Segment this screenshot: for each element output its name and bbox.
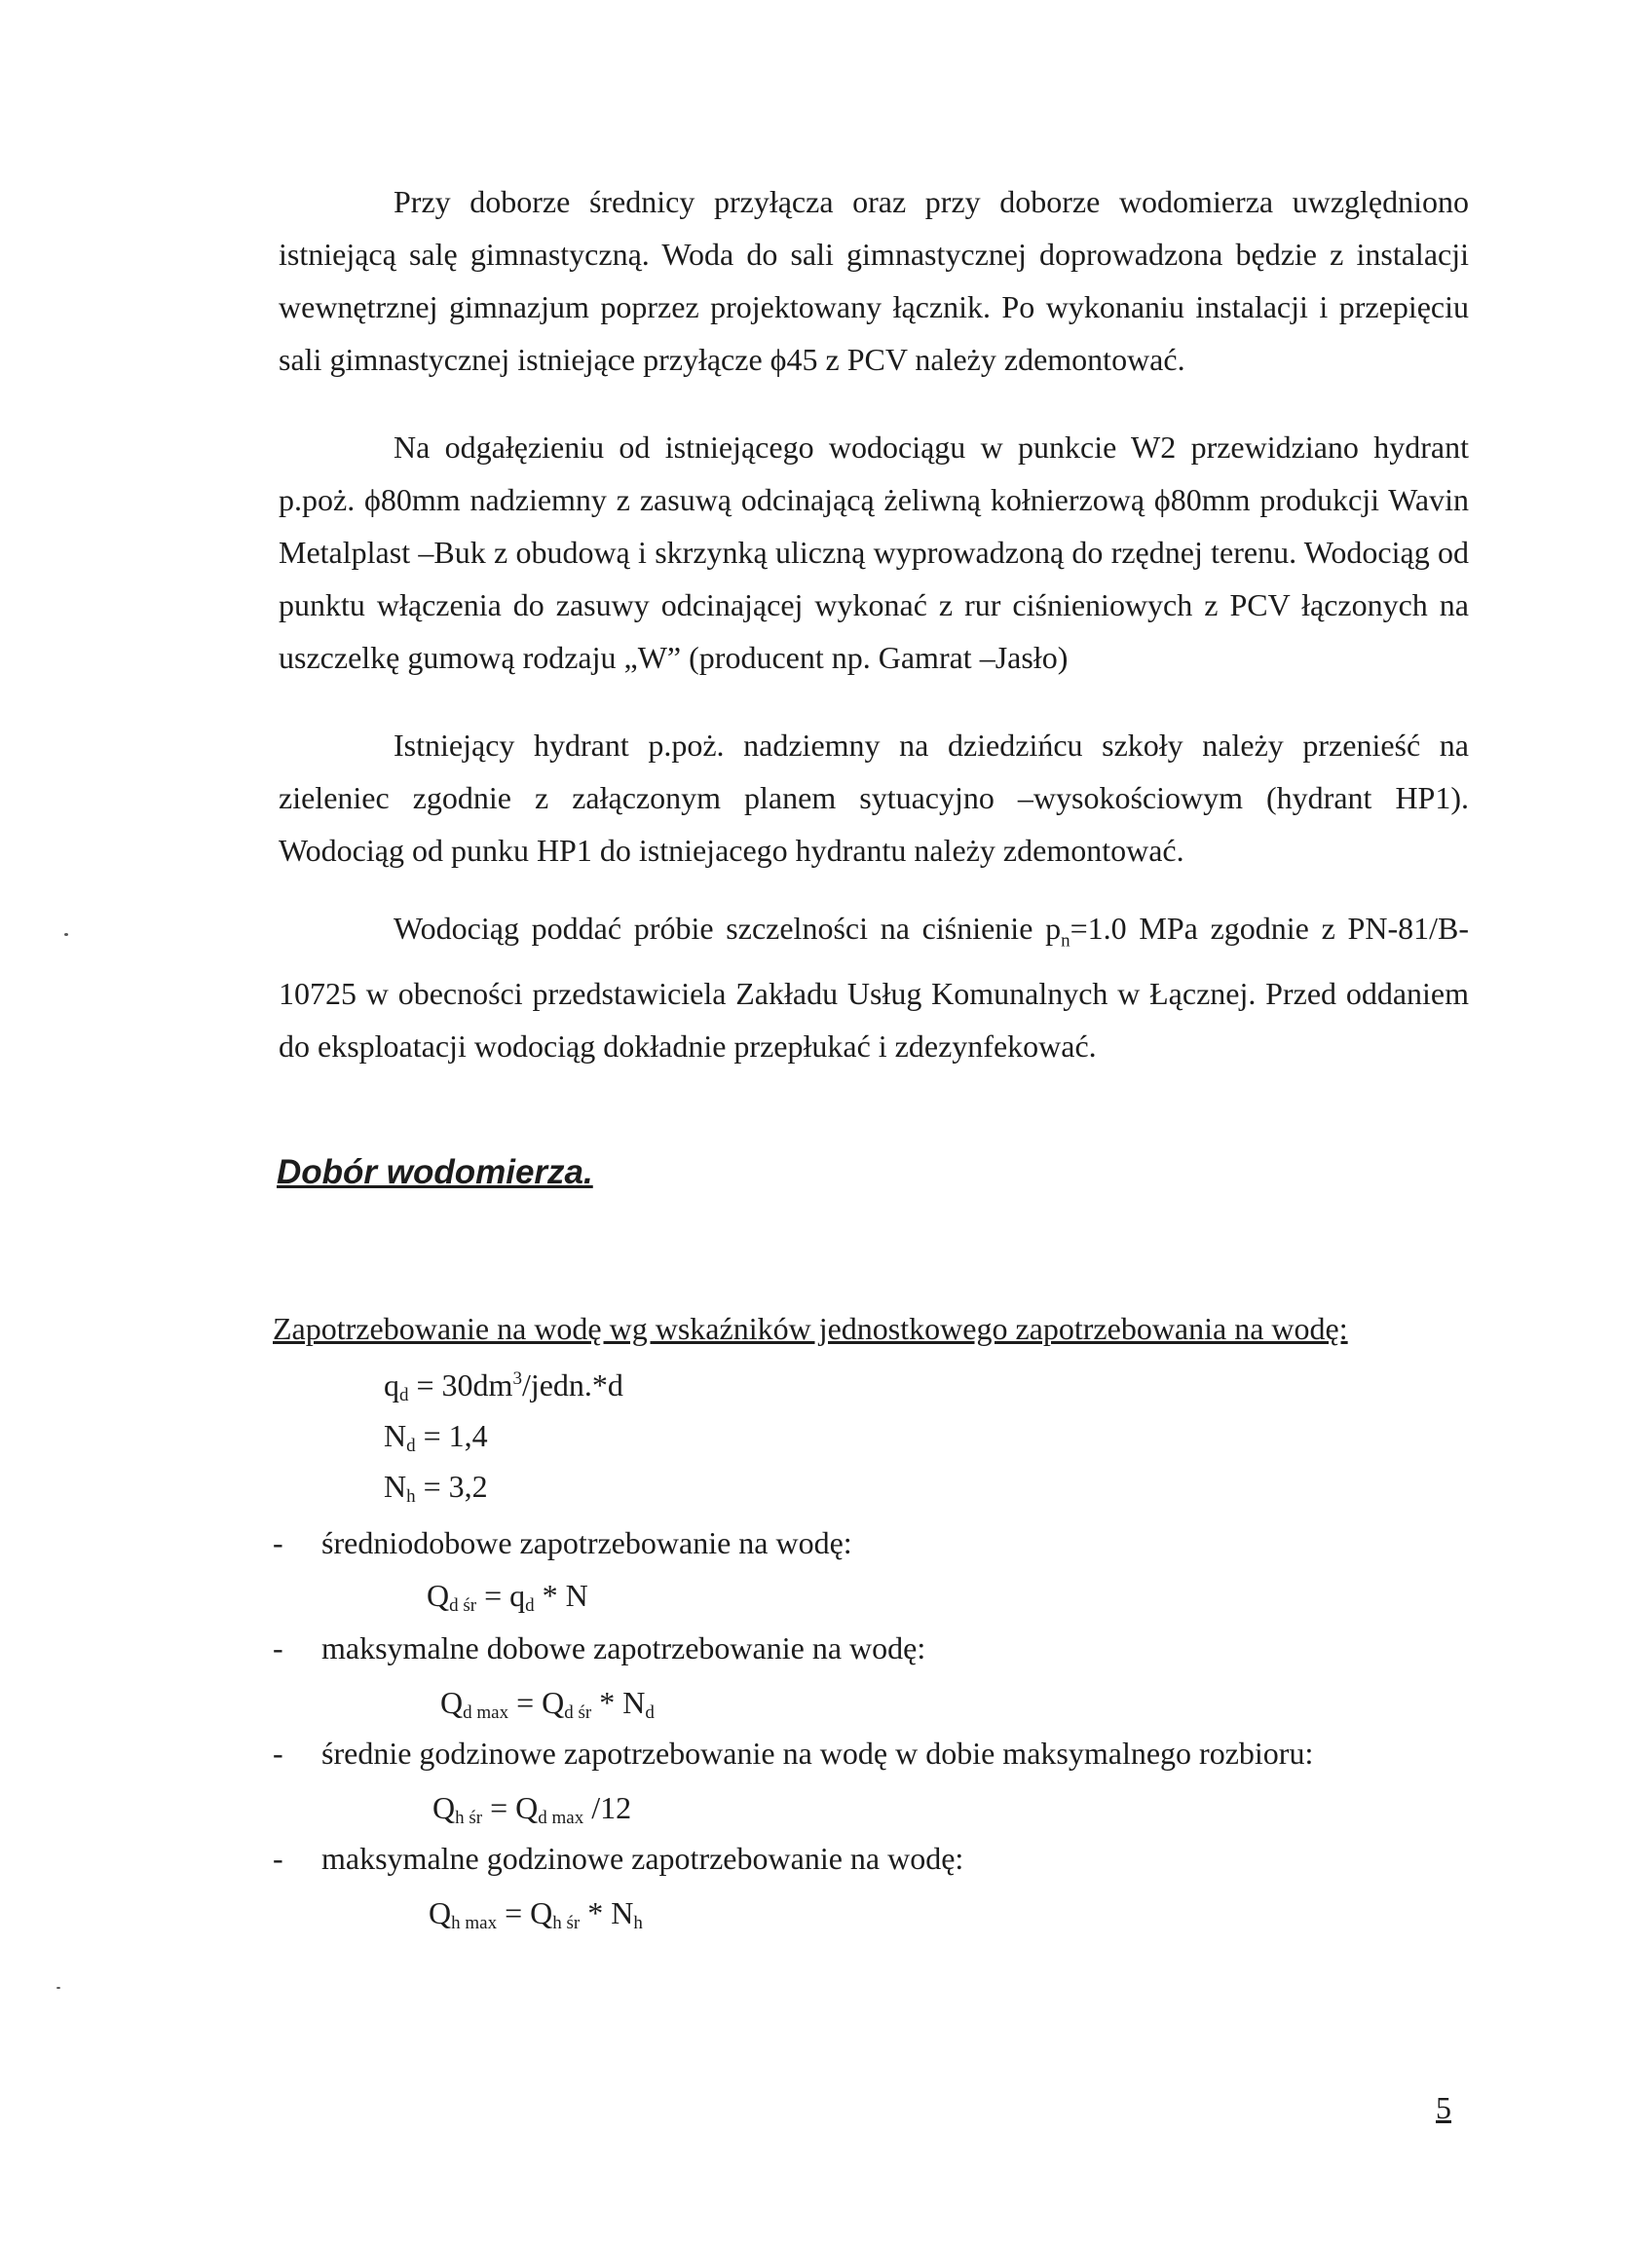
param-qd: $q_d$ = $30dm^3/jedn.*d$ bbox=[384, 1367, 623, 1405]
paragraph-3-text: Istniejący hydrant p.poż. nadziemny na dziedzińcu szkoły należy przenieść na zieleniec zgodnie z załączonym planem sytuacyjno –wysokościowym (hydrant HP1). Wodociąg od punku HP1 do istniejacego hydrantu należy zdemontować. bbox=[279, 728, 1469, 868]
bullet-dash: - bbox=[273, 1736, 283, 1771]
formula-qh-sr: $Q_{h śr} = Q_{d max}$ /12 bbox=[432, 1790, 632, 1828]
section-heading: Dobór wodomierza. bbox=[277, 1153, 593, 1191]
paragraph-1 bbox=[279, 175, 1469, 386]
paragraph-3 bbox=[279, 719, 1469, 877]
param-nh: $N_h = 3,2$ bbox=[384, 1469, 488, 1507]
param-nd: $N_d = 1,4$ bbox=[384, 1418, 488, 1456]
scan-speck bbox=[64, 933, 68, 936]
paragraph-2-text: Na odgałęzieniu od istniejącego wodociągu w punkcie W2 przewidziano hydrant p.poż. ϕ80mm nadziemny z zasuwą odcinającą żeliwną kołnierzową ϕ80mm produkcji Wavin Metalplast –Buk z obudową i skrzynką uliczną wyprowadzoną do rzędnej terenu. Wodociąg od punktu włączenia do zasuwy odcinającej wykonać z rur ciśnieniowych z PCV łączonych na uszczelkę gumową rodzaju „W” (producent np. Gamrat –Jasło) bbox=[279, 430, 1469, 675]
bullet-dash: - bbox=[273, 1525, 283, 1560]
bullet-text: średniodobowe zapotrzebowanie na wodę: bbox=[321, 1525, 852, 1560]
page-number: 5 bbox=[1436, 2090, 1451, 2125]
paragraph-4 bbox=[279, 902, 1469, 1072]
formula-qh-max: $Q_{h max} = Q_{h śr} * N_h$ bbox=[429, 1895, 643, 1933]
paragraph-4-text-b: =1.0 MPa zgodnie z PN-81/B-10725 w obecności przedstawiciela Zakładu Usług Komunalnych w Łącznej. Przed oddaniem do eksploatacji wodociąg dokładnie przepłukać i zdezynfekować. bbox=[279, 911, 1470, 1065]
bullet-text: maksymalne dobowe zapotrzebowanie na wodę: bbox=[321, 1630, 926, 1665]
paragraph-2 bbox=[279, 421, 1469, 684]
scan-speck bbox=[56, 1987, 60, 1989]
formula-qd-sr: $Q_{d śr} = q_d * N$ bbox=[427, 1578, 588, 1616]
bullet-dash: - bbox=[273, 1630, 283, 1665]
bullet-dash: - bbox=[273, 1841, 283, 1876]
paragraph-4-subscript: n bbox=[1061, 930, 1070, 952]
formula-qd-max: $Q_{d max} = Q_{d śr} * N_d$ bbox=[440, 1685, 655, 1723]
bullet-text: maksymalne godzinowe zapotrzebowanie na wodę: bbox=[321, 1841, 964, 1876]
paragraph-4-text-a: Wodociąg poddać próbie szczelności na ciśnienie p bbox=[394, 911, 1062, 946]
paragraph-1-text: Przy doborze średnicy przyłącza oraz przy doborze wodomierza uwzględniono istniejącą salę gimnastyczną. Woda do sali gimnastycznej doprowadzona będzie z instalacji wewnętrznej gimnazjum poprzez projektowany łącznik. Po wykonaniu instalacji i przepięciu sali gimnastycznej istniejące przyłącze ϕ45 z PCV należy zdemontować. bbox=[279, 184, 1469, 377]
section-subheading: Zapotrzebowanie na wodę wg wskaźników jednostkowego zapotrzebowania na wodę: bbox=[273, 1311, 1348, 1346]
bullet-text: średnie godzinowe zapotrzebowanie na wodę w dobie maksymalnego rozbioru: bbox=[321, 1736, 1314, 1771]
